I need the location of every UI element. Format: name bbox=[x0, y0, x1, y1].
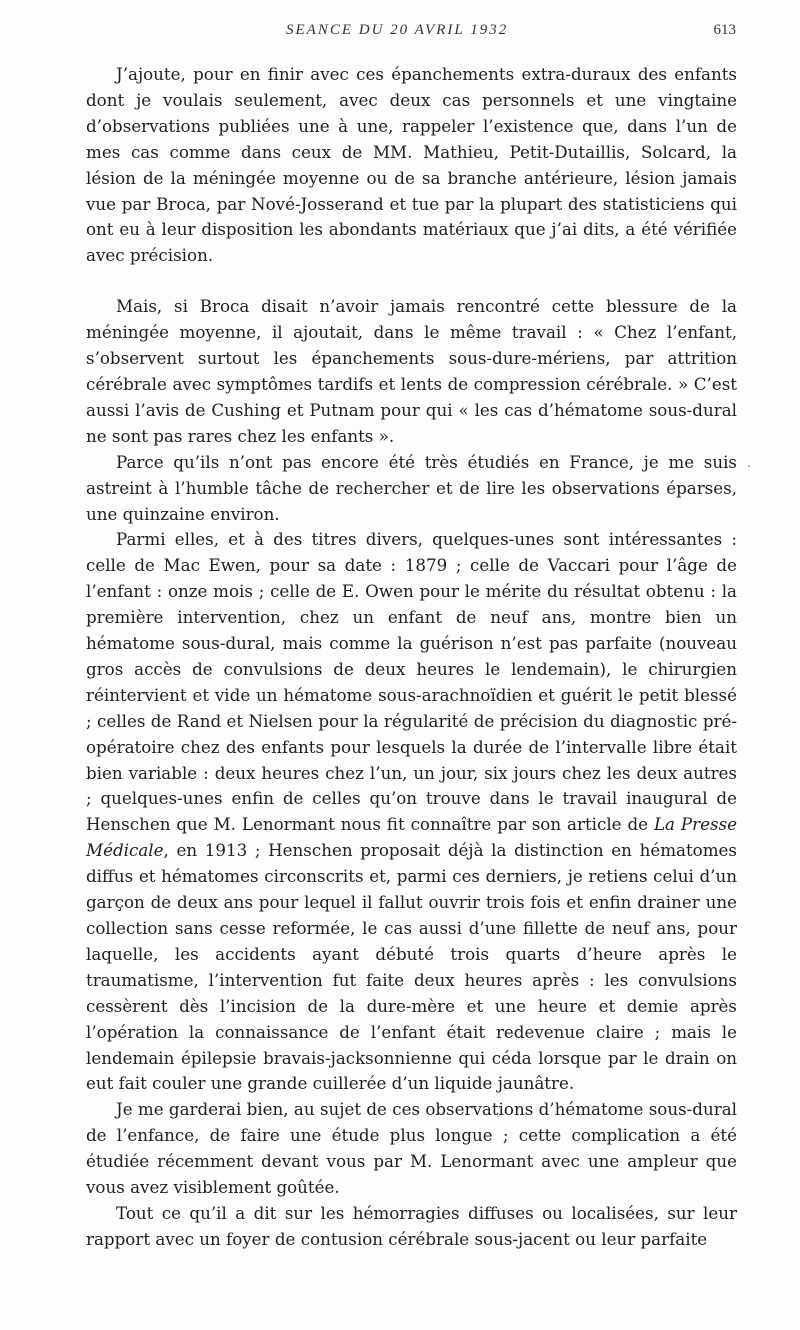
body-text bbox=[86, 62, 737, 1253]
paragraph-case-review bbox=[86, 527, 737, 1097]
running-head bbox=[86, 22, 736, 44]
paragraph-lenormant-study: Je me garderai bien, au sujet de ces observations d’hématome sous-dural de l’enfance, de faire une étude plus longue ; cette complication a été étudiée récemment devant vous par M. Lenormant avec une ampleur que vous avez visiblement goûtée. bbox=[86, 1099, 737, 1198]
case-review-text-start: Parmi elles, et à des titres divers, quelques-unes sont intéressantes : celle de Mac Ewen, pour sa date : 1879 ; celle de Vaccari pour l’âge de l’enfant : onze mois ; celle de E. Owen pour le mérite du résultat obtenu : la première intervention, chez un enfant de neuf ans, montre bien un hématome sous-dural, mais comme la guérison n’est pas parfaite (nouveau gros accès de convulsions de deux heures le lendemain), le chirurgien réintervient et vide un hématome sous-arachnoïdien et guérit le petit blessé ; celles de Rand et Nielsen pour la régularité de précision du diagnostic pré-opératoire chez des enfants pour lesquels la durée de l’intervalle libre était bien variable : deux heures chez l’un, un jour, six jours chez les deux autres ; quelques-unes enfin de celles qu’on trouve dans le travail inaugural de Henschen que M. Lenormant nous fit connaître par son article de bbox=[86, 529, 737, 835]
paragraph-hemorrhages: Tout ce qu’il a dit sur les hémorragies diffuses ou localisées, sur leur rapport avec un foyer de contusion cérébrale sous-jacent ou leur parfaite bbox=[86, 1202, 737, 1249]
paragraph-extradural-summary: J’ajoute, pour en finir avec ces épanchements extra-duraux des enfants dont je voulais seulement, avec deux cas personnels et une vingtaine d’observations publiées une à une, rappeler l’existence que, dans l’un de mes cas comme dans ceux de MM. Mathieu, Petit-Dutaillis, Solcard, la lésion de la méningée moyenne ou de sa branche antérieure, lésion jamais vue par Broca, par Nové-Josserand et tue par la plupart des statisticiens qui ont eu à leur disposition les abondants matériaux que j’ai dits, a été vérifiée avec précision. bbox=[86, 64, 737, 266]
paragraph-france-observations: Parce qu’ils n’ont pas encore été très étudiés en France, je me suis astreint à l’humble tâche de rechercher et de lire les observations éparses, une quinzaine environ. bbox=[86, 451, 737, 524]
journal-title: La Presse Médicale bbox=[86, 814, 737, 861]
paragraph-broca-quote: Mais, si Broca disait n’avoir jamais rencontré cette blessure de la méningée moyenne, il ajoutait, dans le même travail : « Chez l’enfant, s’observent surtout les épanchements sous-dure-mériens, par attrition cérébrale avec symptômes tardifs et lents de compression cérébrale. » C’est aussi l’avis de Cushing et Putnam pour qui « les cas d’hématome sous-dural ne sont pas rares chez les enfants ». bbox=[86, 296, 737, 446]
case-review-text-end: , en 1913 ; Henschen proposait déjà la distinction en hématomes diffus et hématomes circonscrits et, parmi ces derniers, je retiens celui d’un garçon de deux ans pour lequel il fallut ouvrir trois fois et enfin drainer une collection sans cesse reformée, le cas aussi d’une fillette de neuf ans, pour laquelle, les accidents ayant débuté trois quarts d’heure après le traumatisme, l’intervention fut faite deux heures après : les convulsions cessèrent dès l’incision de la dure-mère et une heure et demie après l’opération la connaissance de l’enfant était redevenue claire ; mais le lendemain épilepsie bravais-jacksonnienne qui céda lorsque par le drain on eut fait couler une grande cuillerée d’un liquide jaunâtre. bbox=[86, 840, 737, 1094]
running-title: SEANCE DU 20 AVRIL 1932 bbox=[286, 22, 509, 38]
margin-mark: . bbox=[747, 456, 751, 470]
page-number: 613 bbox=[713, 22, 736, 38]
